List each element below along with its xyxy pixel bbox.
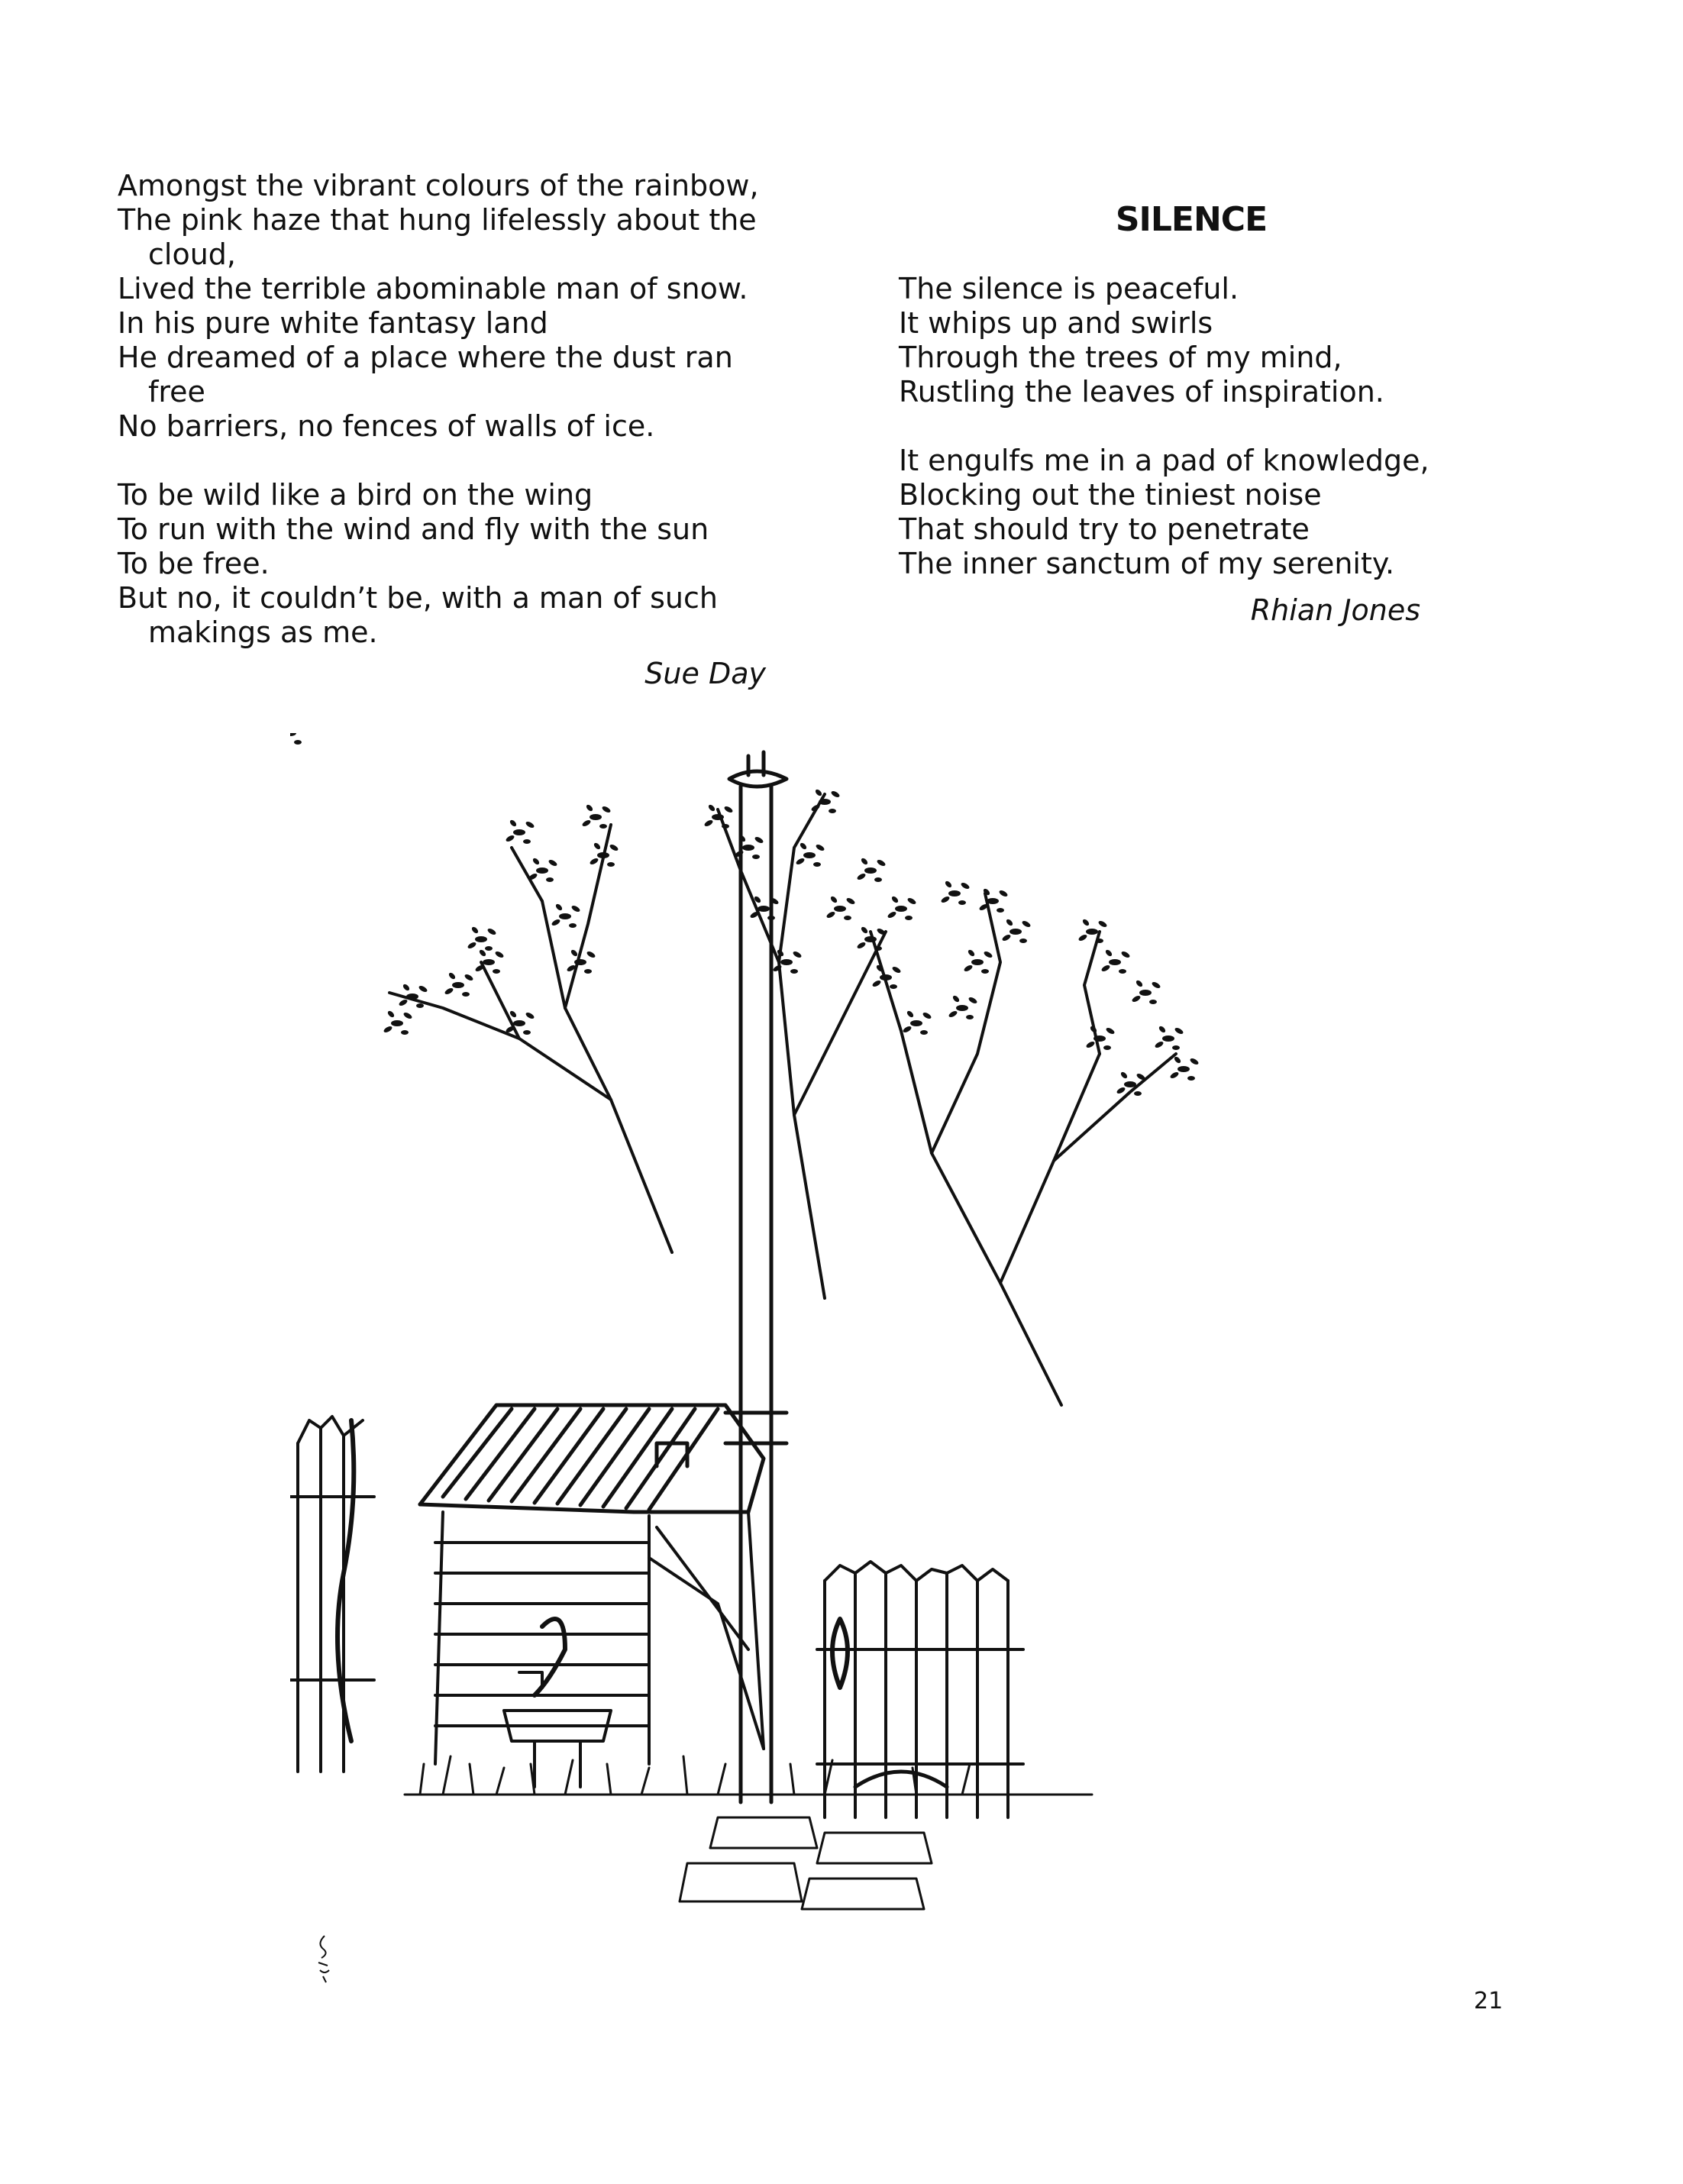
poem-line: free xyxy=(148,375,205,409)
garden-shed-illustration xyxy=(290,733,1237,1932)
right-poem-author: Rhian Jones xyxy=(1250,593,1420,627)
poem-line: To run with the wind and fly with the sun xyxy=(118,512,709,546)
poem-line: Rustling the leaves of inspiration. xyxy=(899,375,1384,409)
poem-line: cloud, xyxy=(148,237,236,271)
poem-line: Blocking out the tiniest noise xyxy=(899,478,1322,512)
poem-line: The pink haze that hung lifelessly about the xyxy=(118,203,757,237)
poem-line: To be free. xyxy=(118,547,270,580)
garden-sink xyxy=(504,1619,611,1787)
page-number: 21 xyxy=(1474,1988,1504,2014)
stanza xyxy=(118,478,774,650)
poem-line: That should try to penetrate xyxy=(899,512,1310,546)
poem-line: makings as me. xyxy=(148,615,378,649)
right-poem xyxy=(899,272,1433,581)
poem-title: SILENCE xyxy=(1115,200,1268,239)
right-fence xyxy=(817,1562,1023,1817)
stanza xyxy=(899,444,1433,581)
poem-line: Amongst the vibrant colours of the rainbow, xyxy=(118,169,759,202)
ground xyxy=(405,1756,1092,1909)
left-poem xyxy=(118,169,774,650)
poem-line: It engulfs me in a pad of knowledge, xyxy=(899,444,1429,477)
tree-branches xyxy=(389,794,1176,1405)
left-poem-author: Sue Day xyxy=(644,657,766,690)
stanza xyxy=(118,169,774,444)
poem-line: In his pure white fantasy land xyxy=(118,306,548,340)
poem-line: He dreamed of a place where the dust ran xyxy=(118,341,733,374)
leaf-clusters xyxy=(290,733,1200,1096)
stanza xyxy=(899,272,1433,409)
poem-line: Through the trees of my mind, xyxy=(899,341,1342,374)
left-fence xyxy=(290,1417,374,1772)
shed-roof xyxy=(420,1405,764,1512)
poem-line: Lived the terrible abominable man of snow. xyxy=(118,272,748,305)
poem-line: The inner sanctum of my serenity. xyxy=(899,547,1395,580)
shed-walls xyxy=(435,1512,764,1764)
poem-line: It whips up and swirls xyxy=(899,306,1213,340)
artist-signature xyxy=(309,1932,340,1985)
poem-line: No barriers, no fences of walls of ice. xyxy=(118,409,655,443)
poem-line: But no, it couldn’t be, with a man of such xyxy=(118,581,718,615)
poem-line: To be wild like a bird on the wing xyxy=(118,478,593,512)
poem-line: The silence is peaceful. xyxy=(899,272,1239,305)
